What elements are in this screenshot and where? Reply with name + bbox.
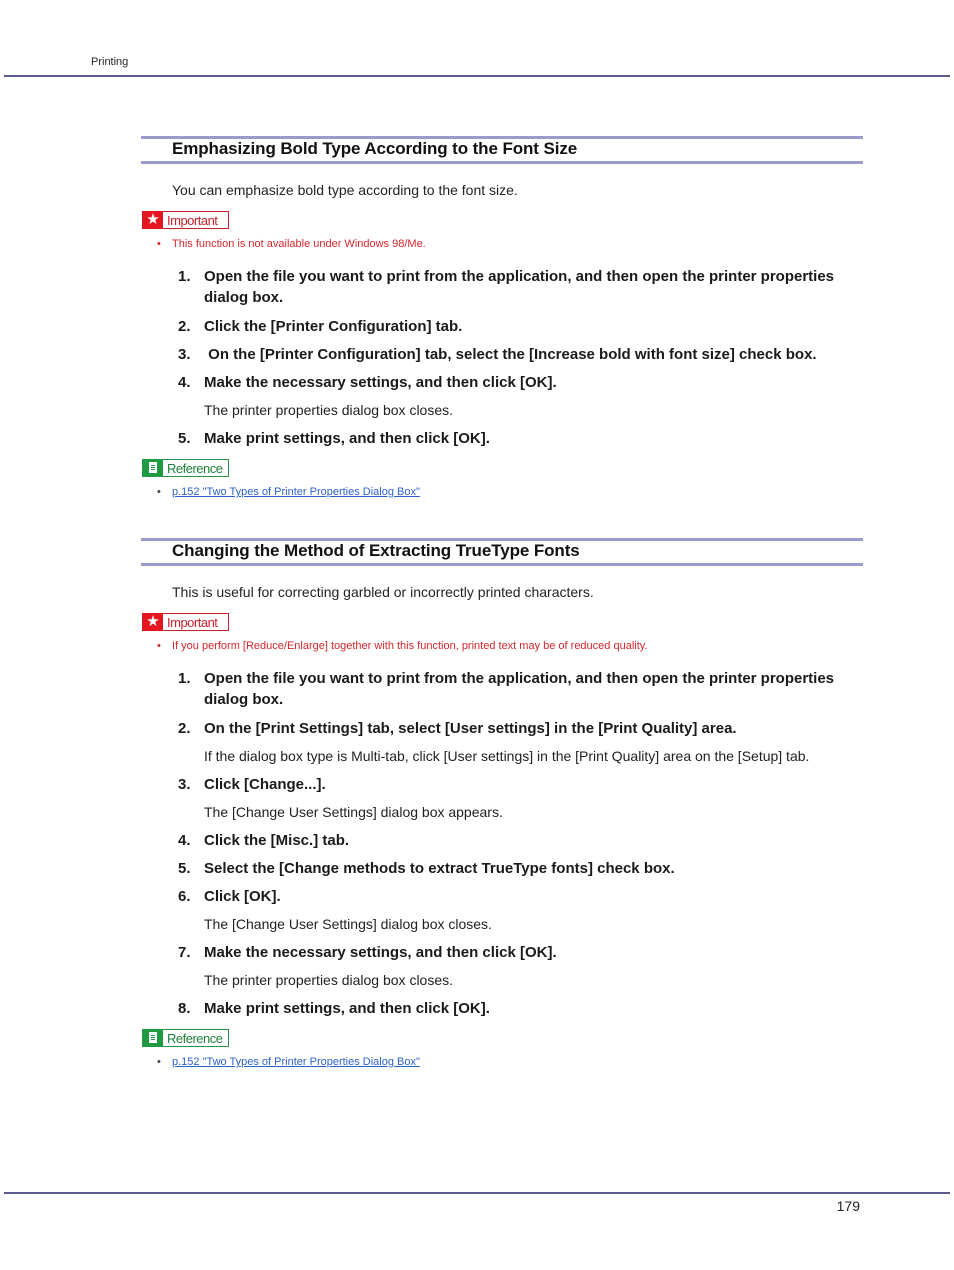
section-heading: [141, 136, 863, 164]
reference-item: • p.152 "Two Types of Printer Properties Dialog Box": [157, 486, 420, 498]
section-heading: [141, 538, 863, 566]
step-result: If the dialog box type is Multi-tab, click [User settings] in the [Print Quality] area on the [Setup] tab.: [204, 748, 810, 764]
star-icon: ★: [143, 211, 163, 229]
reference-link[interactable]: p.152 "Two Types of Printer Properties Dialog Box": [172, 1056, 420, 1068]
section-intro: This is useful for correcting garbled or incorrectly printed characters.: [172, 584, 594, 600]
step-item: 3. Click [Change...].: [178, 776, 326, 793]
step-result: The printer properties dialog box closes.: [204, 402, 454, 418]
document-icon: [143, 1029, 163, 1047]
step-item: 2. Click the [Printer Configuration] tab.: [178, 318, 463, 335]
step-item: 6. Click [OK].: [178, 888, 281, 905]
step-item: 7. Make the necessary settings, and then click [OK].: [178, 944, 557, 961]
page-number: 179: [836, 1198, 860, 1214]
section-title: Changing the Method of Extracting TrueType Fonts: [172, 541, 580, 560]
important-note: • If you perform [Reduce/Enlarge] together with this function, printed text may be of reduced quality.: [157, 640, 648, 652]
section-intro: You can emphasize bold type according to the font size.: [172, 182, 518, 198]
step-item: 5. Make print settings, and then click [OK].: [178, 430, 490, 447]
step-item: 3. On the [Printer Configuration] tab, select the [Increase bold with font size] check box.: [178, 346, 817, 363]
reference-item: • p.152 "Two Types of Printer Properties Dialog Box": [157, 1056, 420, 1068]
reference-label: Reference: [142, 1029, 229, 1047]
star-icon: ★: [143, 613, 163, 631]
step-result: The [Change User Settings] dialog box closes.: [204, 916, 492, 932]
step-item: 1. Open the file you want to print from the application, and then open the printer properties dialog box.: [178, 670, 835, 708]
important-label: ★ Important: [142, 211, 229, 229]
step-item: 5. Select the [Change methods to extract TrueType fonts] check box.: [178, 860, 675, 877]
important-note: • This function is not available under Windows 98/Me.: [157, 238, 426, 250]
step-item: 8. Make print settings, and then click [OK].: [178, 1000, 490, 1017]
step-item: 1. Open the file you want to print from the application, and then open the printer properties dialog box.: [178, 268, 835, 306]
footer-rule: [4, 1192, 950, 1194]
reference-label: Reference: [142, 459, 229, 477]
step-item: 2. On the [Print Settings] tab, select [User settings] in the [Print Quality] area.: [178, 720, 737, 737]
running-header: Printing: [91, 56, 129, 68]
section-title: Emphasizing Bold Type According to the Font Size: [172, 139, 578, 158]
header-rule: [4, 75, 950, 77]
step-item: 4. Make the necessary settings, and then click [OK].: [178, 374, 557, 391]
step-result: The printer properties dialog box closes.: [204, 972, 454, 988]
document-icon: [143, 459, 163, 477]
reference-link[interactable]: p.152 "Two Types of Printer Properties Dialog Box": [172, 486, 420, 498]
step-item: 4. Click the [Misc.] tab.: [178, 832, 350, 849]
important-label: ★ Important: [142, 613, 229, 631]
step-result: The [Change User Settings] dialog box appears.: [204, 804, 503, 820]
